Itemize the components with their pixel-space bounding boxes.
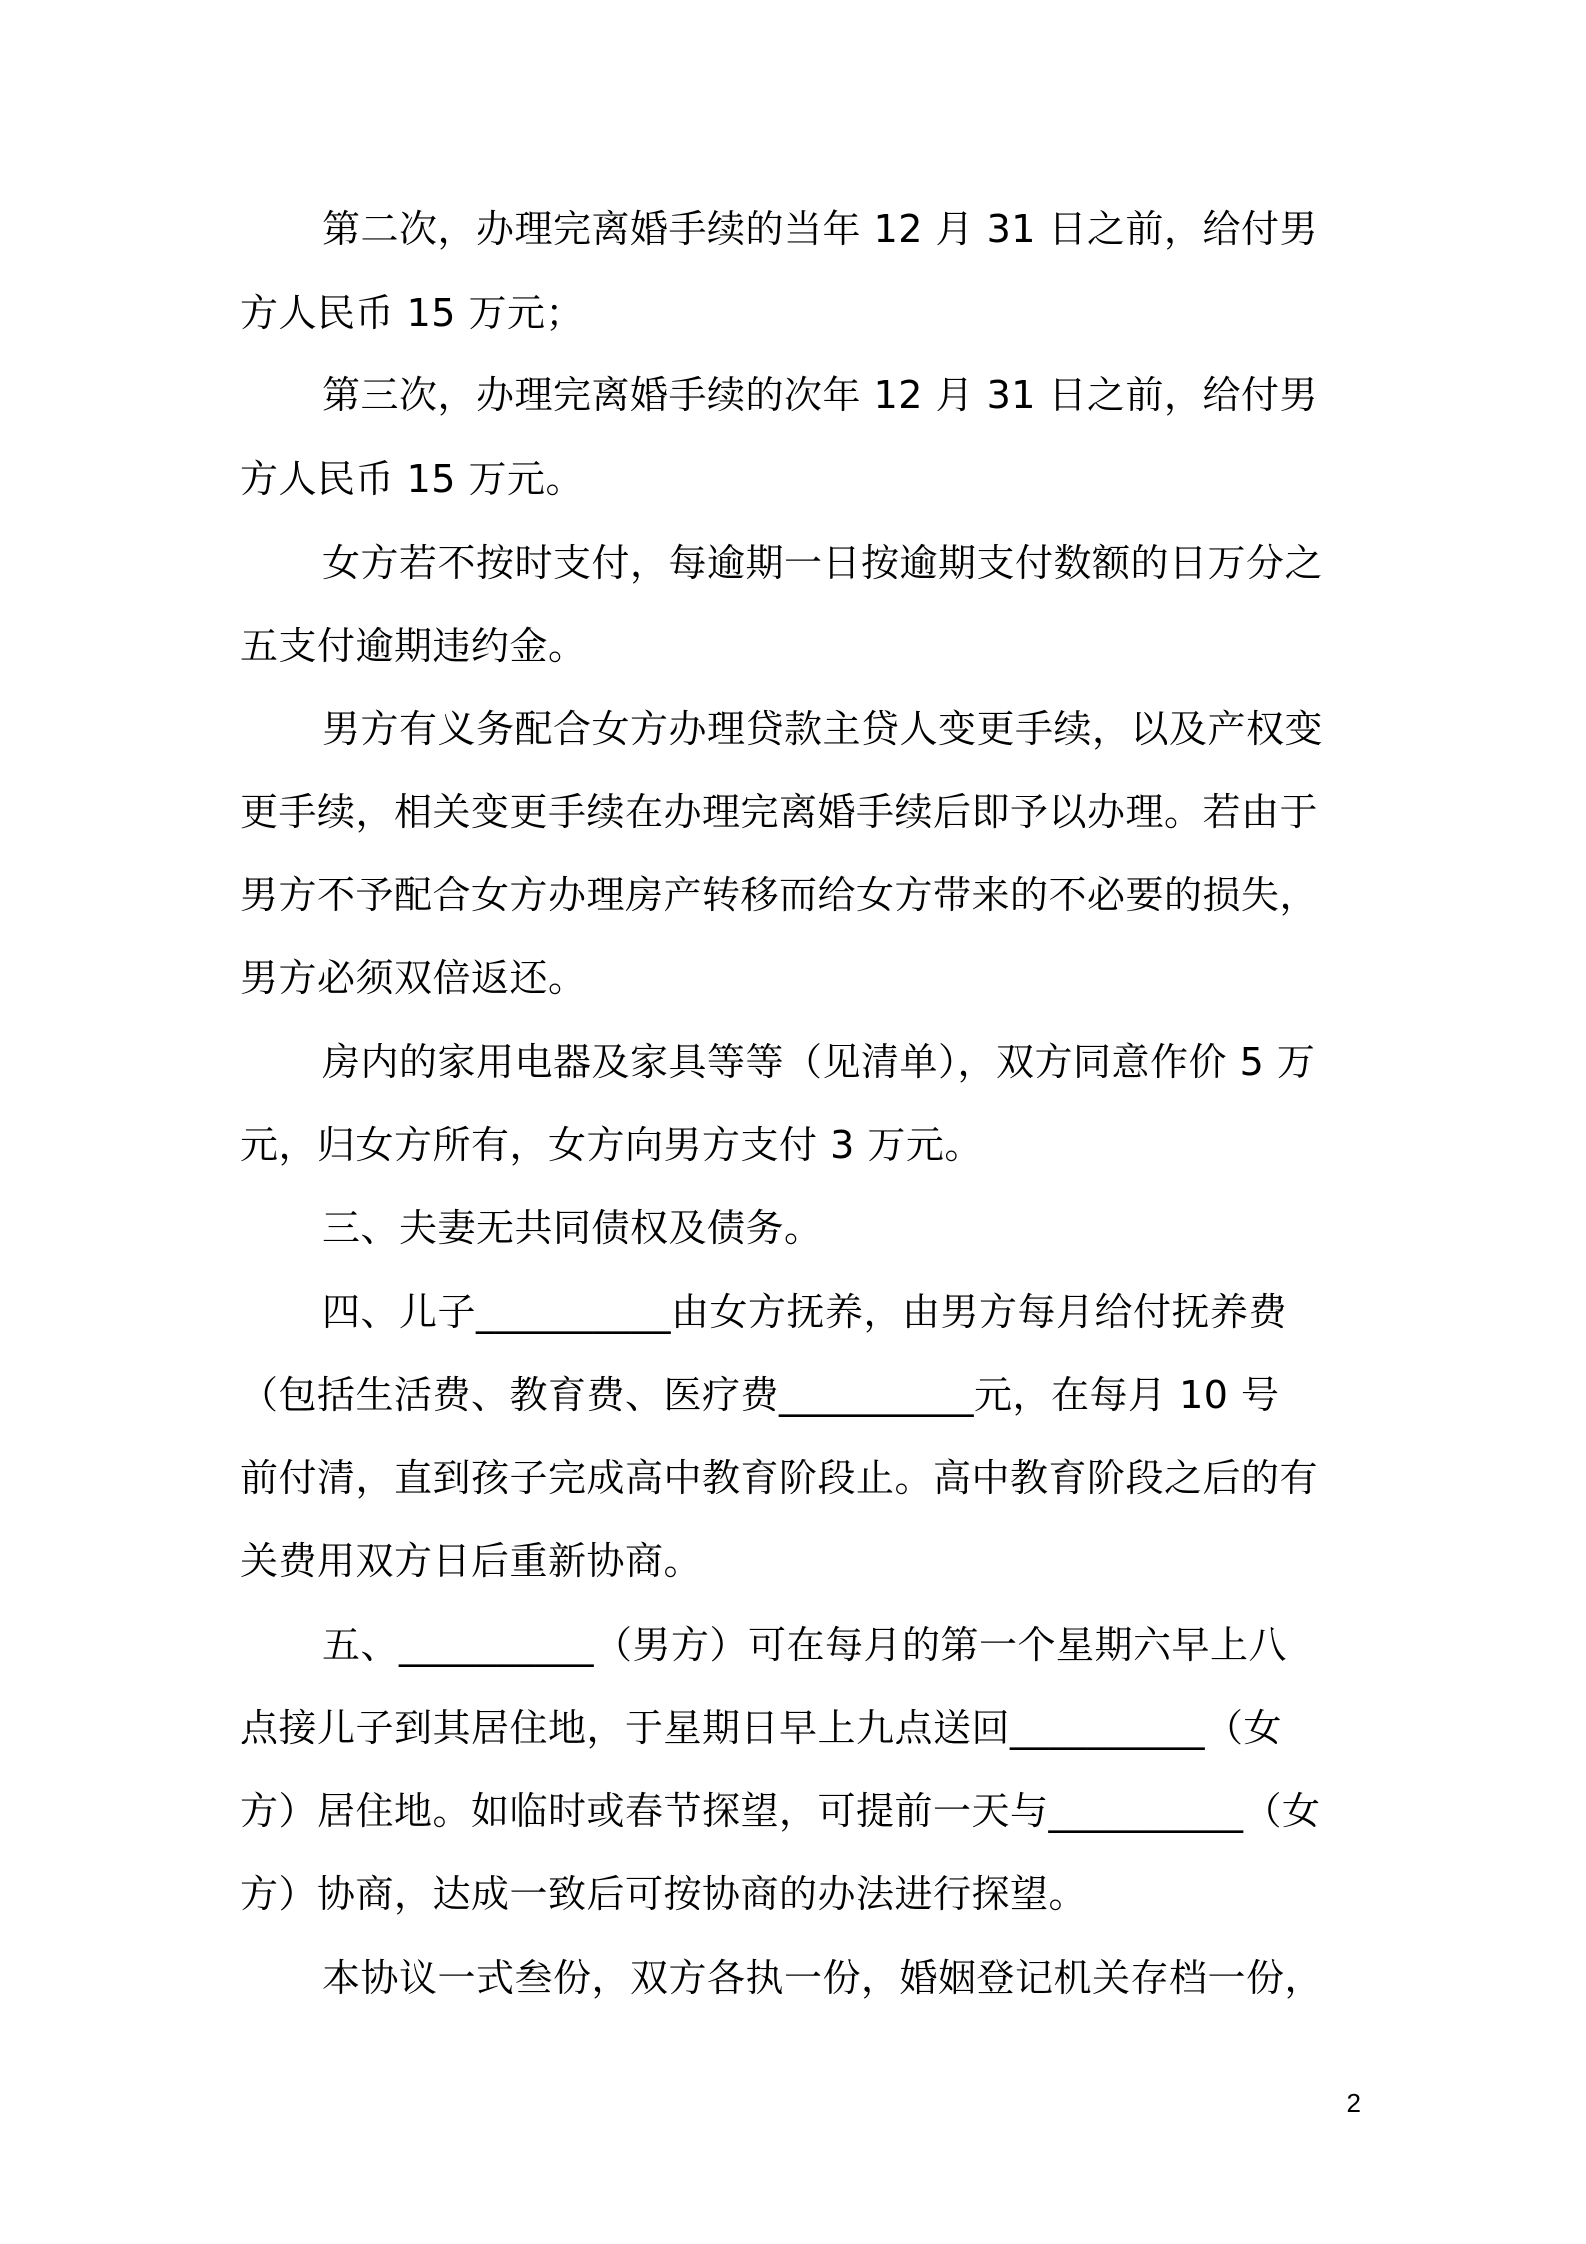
paragraph-line: 方人民币 15 万元。 bbox=[240, 457, 585, 501]
paragraph-line: 本协议一式叁份，双方各执一份，婚姻登记机关存档一份， bbox=[322, 1956, 1324, 2000]
paragraph-line: 更手续，相关变更手续在办理完离婚手续后即予以办理。若由于 bbox=[240, 790, 1319, 834]
paragraph-line: 三、夫妻无共同债权及债务。 bbox=[322, 1206, 823, 1250]
paragraph-line: 关费用双方日后重新协商。 bbox=[240, 1539, 703, 1583]
paragraph-line: 男方有义务配合女方办理贷款主贷人变更手续，以及产权变 bbox=[322, 707, 1324, 751]
paragraph-line: 五支付逾期违约金。 bbox=[240, 624, 587, 668]
paragraph-line: 房内的家用电器及家具等等（见清单），双方同意作价 5 万 bbox=[322, 1040, 1316, 1084]
paragraph-line: 第二次，办理完离婚手续的当年 12 月 31 日之前，给付男 bbox=[322, 207, 1319, 251]
paragraph-line: （包括生活费、教育费、医疗费__________元，在每月 10 号 bbox=[240, 1373, 1280, 1417]
paragraph-line: 女方若不按时支付，每逾期一日按逾期支付数额的日万分之 bbox=[322, 541, 1324, 585]
paragraph-line: 男方不予配合女方办理房产转移而给女方带来的不必要的损失， bbox=[240, 873, 1319, 917]
paragraph-line: 四、儿子__________由女方抚养，由男方每月给付抚养费 bbox=[322, 1290, 1288, 1334]
paragraph-line: 元，归女方所有，女方向男方支付 3 万元。 bbox=[240, 1123, 983, 1167]
paragraph-line: 前付清，直到孩子完成高中教育阶段止。高中教育阶段之后的有 bbox=[240, 1456, 1319, 1500]
paragraph-line: 男方必须双倍返还。 bbox=[240, 956, 587, 1000]
paragraph-line: 方人民币 15 万元； bbox=[240, 291, 585, 335]
paragraph-line: 第三次，办理完离婚手续的次年 12 月 31 日之前，给付男 bbox=[322, 373, 1319, 417]
paragraph-line: 五、__________（男方）可在每月的第一个星期六早上八 bbox=[322, 1623, 1288, 1667]
page-number: 2 bbox=[1346, 2088, 1361, 2118]
paragraph-line: 点接儿子到其居住地，于星期日早上九点送回__________（女 bbox=[240, 1706, 1283, 1750]
paragraph-line: 方）协商，达成一致后可按协商的办法进行探望。 bbox=[240, 1872, 1088, 1916]
paragraph-line: 方）居住地。如临时或春节探望，可提前一天与__________（女 bbox=[240, 1789, 1321, 1833]
